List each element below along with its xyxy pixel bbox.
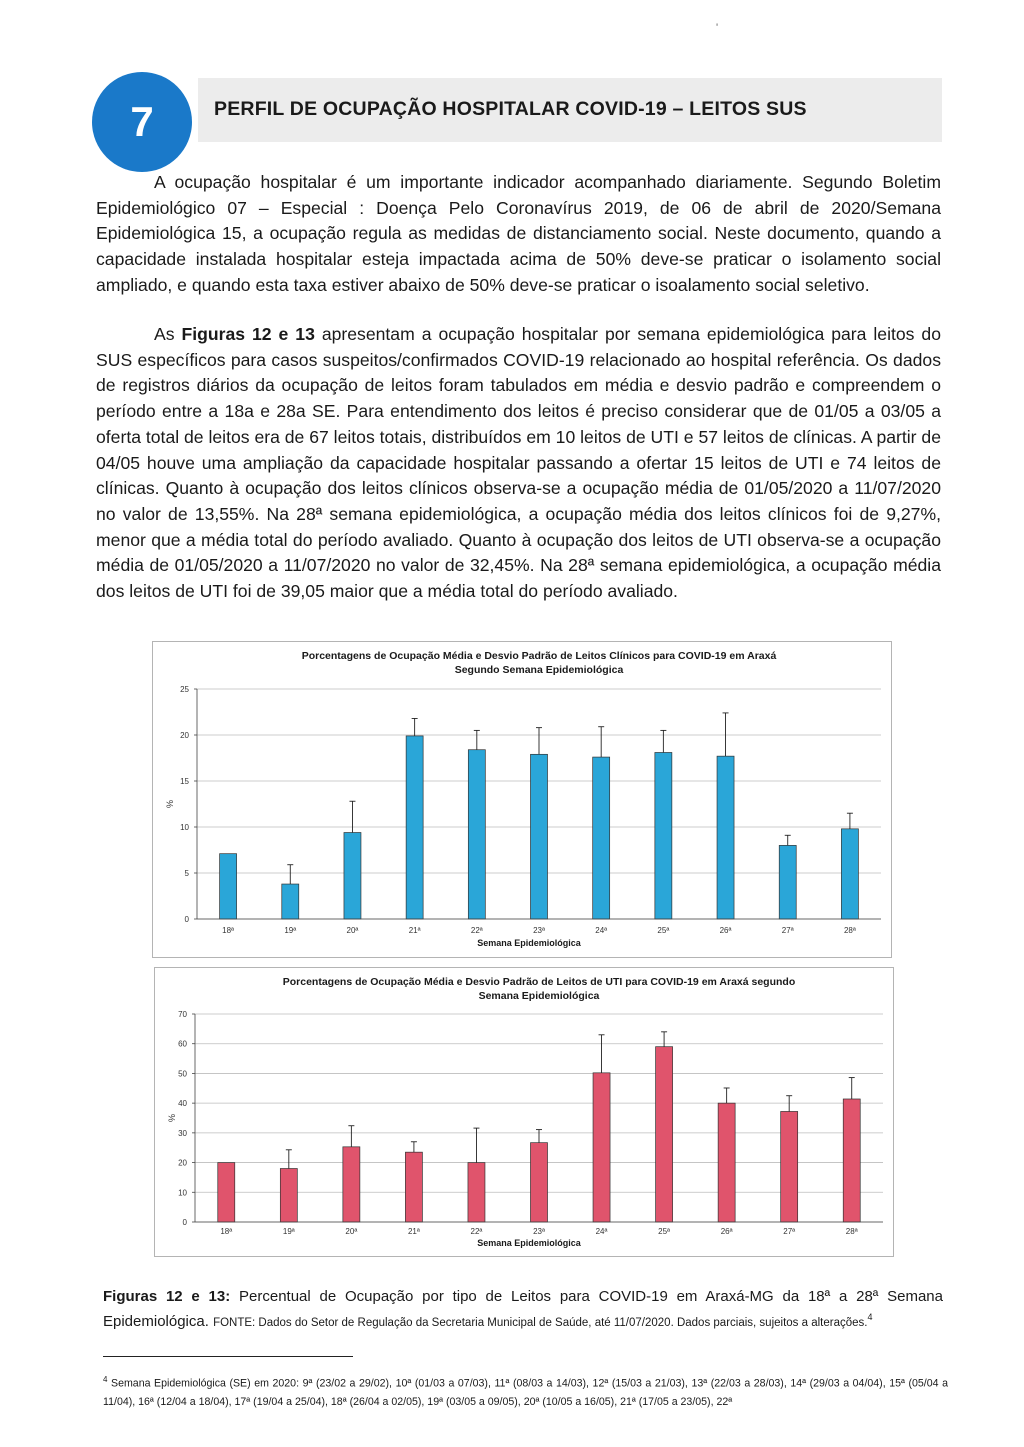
- bar: [593, 757, 610, 919]
- bar: [220, 854, 237, 919]
- bar: [718, 1103, 735, 1222]
- x-tick-label: 19ª: [282, 1227, 295, 1236]
- x-tick-label: 26ª: [719, 926, 732, 935]
- x-tick-label: 28ª: [843, 926, 856, 935]
- y-tick-label: 0: [182, 1218, 187, 1227]
- chart-clinical-beds: [152, 641, 892, 958]
- chart-title-line: Porcentagens de Ocupação Média e Desvio Padrão de Leitos Clínicos para COVID-19 em Araxá: [301, 650, 777, 662]
- y-tick-label: 20: [178, 1158, 187, 1168]
- x-tick-label: 26ª: [720, 1227, 733, 1236]
- x-tick-label: 25ª: [658, 1227, 671, 1236]
- y-tick-label: 50: [178, 1069, 187, 1079]
- bar: [282, 884, 299, 919]
- x-axis-label: Semana Epidemiológica: [477, 1238, 581, 1248]
- chart-icu-beds: [154, 967, 894, 1257]
- x-tick-label: 18ª: [222, 926, 235, 935]
- bar: [468, 750, 485, 919]
- figure-caption: [103, 1286, 943, 1334]
- x-tick-label: 22ª: [470, 1227, 483, 1236]
- bar: [531, 754, 548, 919]
- x-tick-label: 24ª: [595, 926, 608, 935]
- x-tick-label: 27ª: [783, 1227, 796, 1236]
- x-tick-label: 21ª: [407, 1227, 420, 1236]
- footnote-rule: [103, 1356, 353, 1357]
- bar: [841, 829, 858, 919]
- x-tick-label: 22ª: [470, 926, 483, 935]
- x-tick-label: 19ª: [284, 926, 297, 935]
- bar: [344, 833, 361, 919]
- y-tick-label: 5: [184, 869, 189, 878]
- y-tick-label: 25: [180, 685, 189, 694]
- x-axis-label: Semana Epidemiológica: [477, 938, 581, 948]
- bar: [343, 1147, 360, 1222]
- paragraph-1: A ocupação hospitalar é um importante indicador acompanhado diariamente. Segundo Boletim Epidemiológico 07 – Especial : Doença Pelo Coronavírus 2019, de 06 de abril de 2020/Semana Epidemiológica 15, a ocupação regula as medidas de distanciamento social. Neste documento, quando a capacidade instalada hospitalar esteja impactada acima de 50% deve-se praticar o isolamento social ampliado, e quando esta taxa estiver abaixo de 50% deve-se praticar o isoalamento social seletivo.: [96, 172, 941, 295]
- x-tick-label: 20ª: [346, 926, 359, 935]
- caption-source: FONTE: Dados do Setor de Regulação da Secretaria Municipal de Saúde, até 11/07/2020. Dados parciais, sujeitos a alterações.: [213, 1317, 868, 1329]
- y-axis-label: %: [165, 799, 175, 809]
- bar: [779, 845, 796, 919]
- paragraph-2-lead: As: [154, 324, 182, 344]
- y-tick-label: 10: [178, 1188, 187, 1198]
- figures-reference: Figuras 12 e 13: [181, 324, 315, 344]
- y-tick-label: 15: [180, 777, 189, 786]
- section-title: PERFIL DE OCUPAÇÃO HOSPITALAR COVID-19 – LEITOS SUS: [214, 98, 807, 120]
- x-tick-label: 21ª: [408, 926, 421, 935]
- bar: [781, 1111, 798, 1222]
- figures-paragraph: [96, 322, 941, 605]
- x-tick-label: 23ª: [533, 926, 545, 935]
- chart-title-line: Semana Epidemiológica: [478, 990, 600, 1002]
- caption-footnote-ref: 4: [867, 1312, 873, 1322]
- y-tick-label: 10: [180, 823, 189, 832]
- bar: [593, 1073, 610, 1222]
- y-tick-label: 30: [178, 1128, 187, 1138]
- bar: [406, 736, 423, 919]
- bar: [468, 1163, 485, 1222]
- x-tick-label: 20ª: [345, 1227, 358, 1236]
- footnote: [103, 1371, 948, 1411]
- x-tick-label: 25ª: [657, 926, 670, 935]
- x-tick-label: 28ª: [845, 1227, 858, 1236]
- x-tick-label: 18ª: [220, 1227, 233, 1236]
- stray-mark: ': [716, 22, 719, 34]
- bar: [843, 1099, 860, 1222]
- chart-clinical-svg: [153, 642, 891, 957]
- bar: [531, 1143, 548, 1222]
- bar: [280, 1169, 297, 1222]
- chart-title-line: Porcentagens de Ocupação Média e Desvio Padrão de Leitos de UTI para COVID-19 em Araxá segundo: [282, 976, 796, 988]
- caption-lead: Figuras 12 e 13:: [103, 1288, 231, 1305]
- x-tick-label: 24ª: [595, 1227, 608, 1236]
- paragraph-2: [96, 322, 941, 605]
- y-tick-label: 0: [184, 915, 189, 924]
- y-tick-label: 70: [178, 1010, 187, 1019]
- y-tick-label: 20: [180, 731, 189, 740]
- bar: [405, 1152, 422, 1222]
- section-number-badge: 7: [92, 72, 192, 172]
- chart-icu-svg: [155, 968, 893, 1256]
- footnote-text: Semana Epidemiológica (SE) em 2020: 9ª (23/02 a 29/02), 10ª (01/03 a 07/03), 11ª (08/03 a 14/03), 12ª (15/03 a 21/03), 13ª (22/03 a 28/03), 14ª (29/03 a 04/04), 15ª (05/04 a 11/04), 16ª (12/04 a 18/04), 17ª (19/04 a 25/04), 18ª (26/04 a 02/05), 19ª (03/05 a 09/05), 20ª (10/05 a 16/05), 21ª (17/05 a 23/05), 22ª: [103, 1377, 948, 1408]
- y-axis-label: %: [167, 1113, 177, 1123]
- caption-text: Percentual de Ocupação por tipo de Leitos para COVID-19 em Araxá-MG da 18ª a 28ª Semana Epidemiológica.: [103, 1288, 943, 1330]
- footnote-ref: 4: [103, 1375, 108, 1384]
- y-tick-label: 60: [178, 1039, 187, 1049]
- intro-paragraph: [96, 170, 941, 299]
- y-tick-label: 40: [178, 1099, 187, 1109]
- bar: [655, 752, 672, 919]
- paragraph-2-rest: apresentam a ocupação hospitalar por semana epidemiológica para leitos do SUS específicos para casos suspeitos/confirmados COVID-19 relacionado ao hospital referência. Os dados de registros diários da ocupação de leitos foram tabulados em média e desvio padrão e compreendem o período entre a 18a e 28a SE. Para entendimento dos leitos é preciso considerar que de 01/05 a 03/05 a oferta total de leitos era de 67 leitos totais, distribuídos em 10 leitos de UTI e 57 leitos de clínicas. A partir de 04/05 houve uma ampliação da capacidade hospitalar passando a ofertar 15 leitos de UTI e 74 leitos de clínicas. Quanto à ocupação dos leitos clínicos observa-se a ocupação média de 01/05/2020 a 11/07/2020 no valor de 13,55%. Na 28ª semana epidemiológica, a ocupação média dos leitos clínicos foi de 9,27%, menor que a média total do período avaliado. Quanto à ocupação dos leitos de UTI observa-se a ocupação média de 01/05/2020 a 11/07/2020 no valor de 32,45%. Na 28ª semana epidemiológica, a ocupação média dos leitos de UTI foi de 39,05 maior que a média total do período avaliado.: [96, 324, 941, 602]
- bar: [656, 1047, 673, 1222]
- x-tick-label: 27ª: [781, 926, 794, 935]
- bar: [218, 1163, 235, 1222]
- chart-title-line: Segundo Semana Epidemiológica: [454, 664, 624, 676]
- bar: [717, 756, 734, 919]
- x-tick-label: 23ª: [533, 1227, 545, 1236]
